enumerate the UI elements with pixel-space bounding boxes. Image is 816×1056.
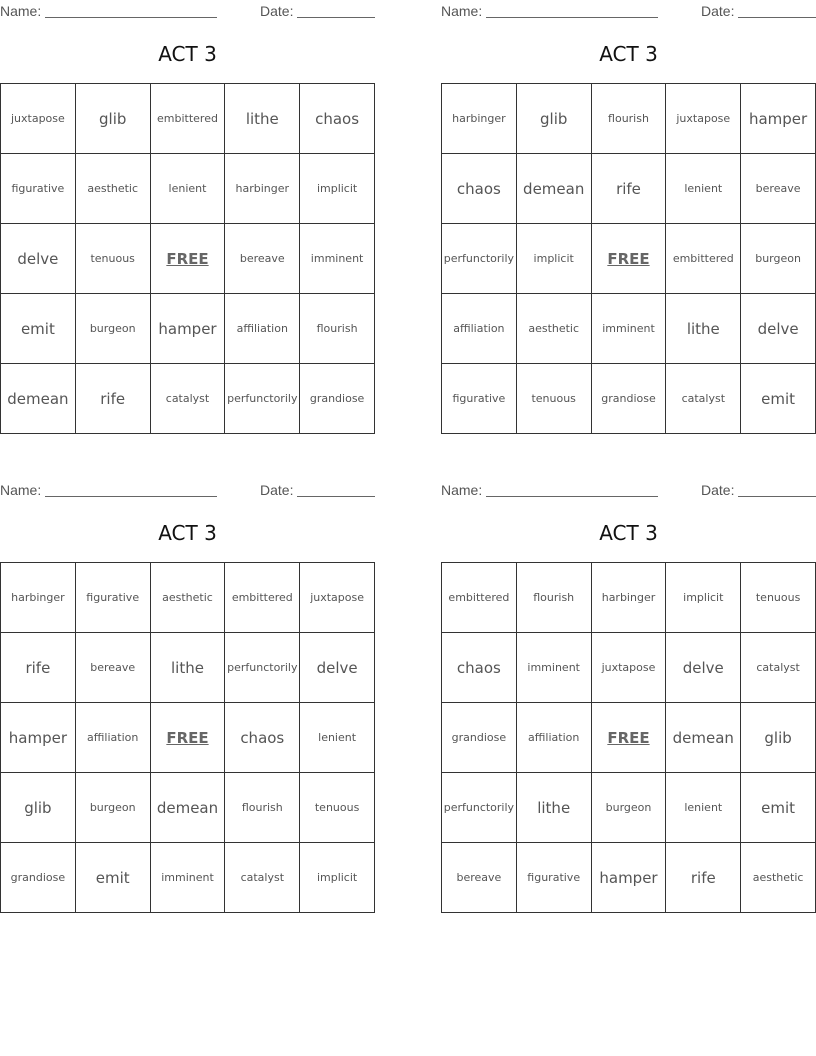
bingo-cell: affiliation: [517, 703, 592, 773]
bingo-cell: grandiose: [592, 364, 667, 434]
bingo-cell: aesthetic: [76, 154, 151, 224]
bingo-cell: perfunctorily: [225, 633, 300, 703]
bingo-cell: imminent: [592, 294, 667, 364]
bingo-cell: hamper: [1, 703, 76, 773]
bingo-cell: delve: [1, 224, 76, 294]
bingo-cell: emit: [76, 843, 151, 913]
bingo-cell: grandiose: [1, 843, 76, 913]
bingo-cell: implicit: [666, 563, 741, 633]
bingo-cell: lithe: [517, 773, 592, 843]
date-blank: [297, 17, 375, 18]
bingo-cell: embittered: [442, 563, 517, 633]
bingo-cell: aesthetic: [741, 843, 816, 913]
bingo-grid: [0, 83, 375, 434]
bingo-cell: figurative: [1, 154, 76, 224]
bingo-grid: [441, 562, 816, 913]
bingo-cell: rife: [592, 154, 667, 224]
bingo-cell: flourish: [592, 84, 667, 154]
bingo-cell: aesthetic: [517, 294, 592, 364]
free-space-cell: FREE: [592, 703, 667, 773]
bingo-cell: implicit: [300, 843, 375, 913]
bingo-cell: glib: [517, 84, 592, 154]
bingo-cell: affiliation: [225, 294, 300, 364]
bingo-grid: [441, 83, 816, 434]
bingo-cell: burgeon: [76, 294, 151, 364]
bingo-cell: catalyst: [741, 633, 816, 703]
bingo-cell: juxtapose: [300, 563, 375, 633]
card-header: [441, 482, 816, 498]
bingo-cell: affiliation: [442, 294, 517, 364]
card-title: ACT 3: [599, 521, 658, 545]
bingo-cell: harbinger: [442, 84, 517, 154]
card-header: [441, 3, 816, 19]
bingo-card: [0, 479, 375, 919]
bingo-cell: hamper: [592, 843, 667, 913]
bingo-cell: catalyst: [666, 364, 741, 434]
bingo-cell: figurative: [76, 563, 151, 633]
date-blank: [738, 17, 816, 18]
free-space-cell: FREE: [592, 224, 667, 294]
bingo-cell: juxtapose: [592, 633, 667, 703]
bingo-cell: lenient: [151, 154, 226, 224]
bingo-card: [441, 0, 816, 440]
bingo-cell: grandiose: [442, 703, 517, 773]
bingo-cell: figurative: [517, 843, 592, 913]
card-header: [0, 3, 375, 19]
bingo-cell: delve: [666, 633, 741, 703]
bingo-cell: tenuous: [76, 224, 151, 294]
card-title: ACT 3: [599, 42, 658, 66]
bingo-cell: juxtapose: [1, 84, 76, 154]
bingo-cell: hamper: [741, 84, 816, 154]
bingo-cell: glib: [741, 703, 816, 773]
name-blank: [486, 496, 658, 497]
bingo-cell: rife: [1, 633, 76, 703]
bingo-cell: lenient: [666, 773, 741, 843]
bingo-cell: catalyst: [225, 843, 300, 913]
bingo-cell: catalyst: [151, 364, 226, 434]
bingo-cell: chaos: [442, 154, 517, 224]
bingo-cell: tenuous: [300, 773, 375, 843]
name-label: Name:: [441, 3, 483, 19]
name-label: Name:: [441, 482, 483, 498]
bingo-cell: bereave: [225, 224, 300, 294]
bingo-cell: imminent: [300, 224, 375, 294]
bingo-cell: demean: [517, 154, 592, 224]
bingo-cell: emit: [741, 364, 816, 434]
free-space-cell: FREE: [151, 224, 226, 294]
bingo-cell: emit: [741, 773, 816, 843]
name-blank: [486, 17, 658, 18]
bingo-cell: perfunctorily: [225, 364, 300, 434]
date-label: Date:: [701, 3, 735, 19]
bingo-cell: harbinger: [1, 563, 76, 633]
bingo-cell: rife: [666, 843, 741, 913]
bingo-cell: emit: [1, 294, 76, 364]
date-label: Date:: [260, 482, 294, 498]
bingo-cell: lithe: [151, 633, 226, 703]
bingo-cell: harbinger: [592, 563, 667, 633]
bingo-cell: burgeon: [592, 773, 667, 843]
card-title: ACT 3: [158, 42, 217, 66]
bingo-cell: glib: [1, 773, 76, 843]
bingo-cell: flourish: [517, 563, 592, 633]
bingo-cell: implicit: [300, 154, 375, 224]
bingo-cell: aesthetic: [151, 563, 226, 633]
bingo-card: [0, 0, 375, 440]
bingo-cell: chaos: [225, 703, 300, 773]
date-blank: [297, 496, 375, 497]
bingo-cell: lithe: [666, 294, 741, 364]
bingo-cell: perfunctorily: [442, 773, 517, 843]
bingo-cell: perfunctorily: [442, 224, 517, 294]
bingo-cell: lithe: [225, 84, 300, 154]
date-label: Date:: [701, 482, 735, 498]
bingo-cell: delve: [300, 633, 375, 703]
bingo-grid: [0, 562, 375, 913]
bingo-card: [441, 479, 816, 919]
bingo-cell: grandiose: [300, 364, 375, 434]
bingo-cell: imminent: [151, 843, 226, 913]
name-blank: [45, 17, 217, 18]
bingo-cell: burgeon: [76, 773, 151, 843]
name-label: Name:: [0, 3, 42, 19]
bingo-cell: bereave: [741, 154, 816, 224]
name-blank: [45, 496, 217, 497]
bingo-cell: glib: [76, 84, 151, 154]
bingo-cell: chaos: [300, 84, 375, 154]
bingo-cell: figurative: [442, 364, 517, 434]
bingo-cell: embittered: [225, 563, 300, 633]
bingo-cell: demean: [151, 773, 226, 843]
bingo-cell: flourish: [300, 294, 375, 364]
bingo-cell: bereave: [442, 843, 517, 913]
bingo-cell: lenient: [666, 154, 741, 224]
bingo-cell: chaos: [442, 633, 517, 703]
bingo-cell: imminent: [517, 633, 592, 703]
bingo-cell: tenuous: [741, 563, 816, 633]
bingo-cell: implicit: [517, 224, 592, 294]
bingo-cell: rife: [76, 364, 151, 434]
bingo-cell: demean: [1, 364, 76, 434]
bingo-cell: harbinger: [225, 154, 300, 224]
date-label: Date:: [260, 3, 294, 19]
bingo-cell: burgeon: [741, 224, 816, 294]
bingo-cell: bereave: [76, 633, 151, 703]
bingo-cell: tenuous: [517, 364, 592, 434]
bingo-cell: juxtapose: [666, 84, 741, 154]
bingo-cell: embittered: [666, 224, 741, 294]
bingo-cell: embittered: [151, 84, 226, 154]
bingo-cell: demean: [666, 703, 741, 773]
bingo-cell: flourish: [225, 773, 300, 843]
bingo-cell: hamper: [151, 294, 226, 364]
card-header: [0, 482, 375, 498]
free-space-cell: FREE: [151, 703, 226, 773]
bingo-cell: delve: [741, 294, 816, 364]
date-blank: [738, 496, 816, 497]
bingo-cell: affiliation: [76, 703, 151, 773]
bingo-cell: lenient: [300, 703, 375, 773]
card-title: ACT 3: [158, 521, 217, 545]
name-label: Name:: [0, 482, 42, 498]
